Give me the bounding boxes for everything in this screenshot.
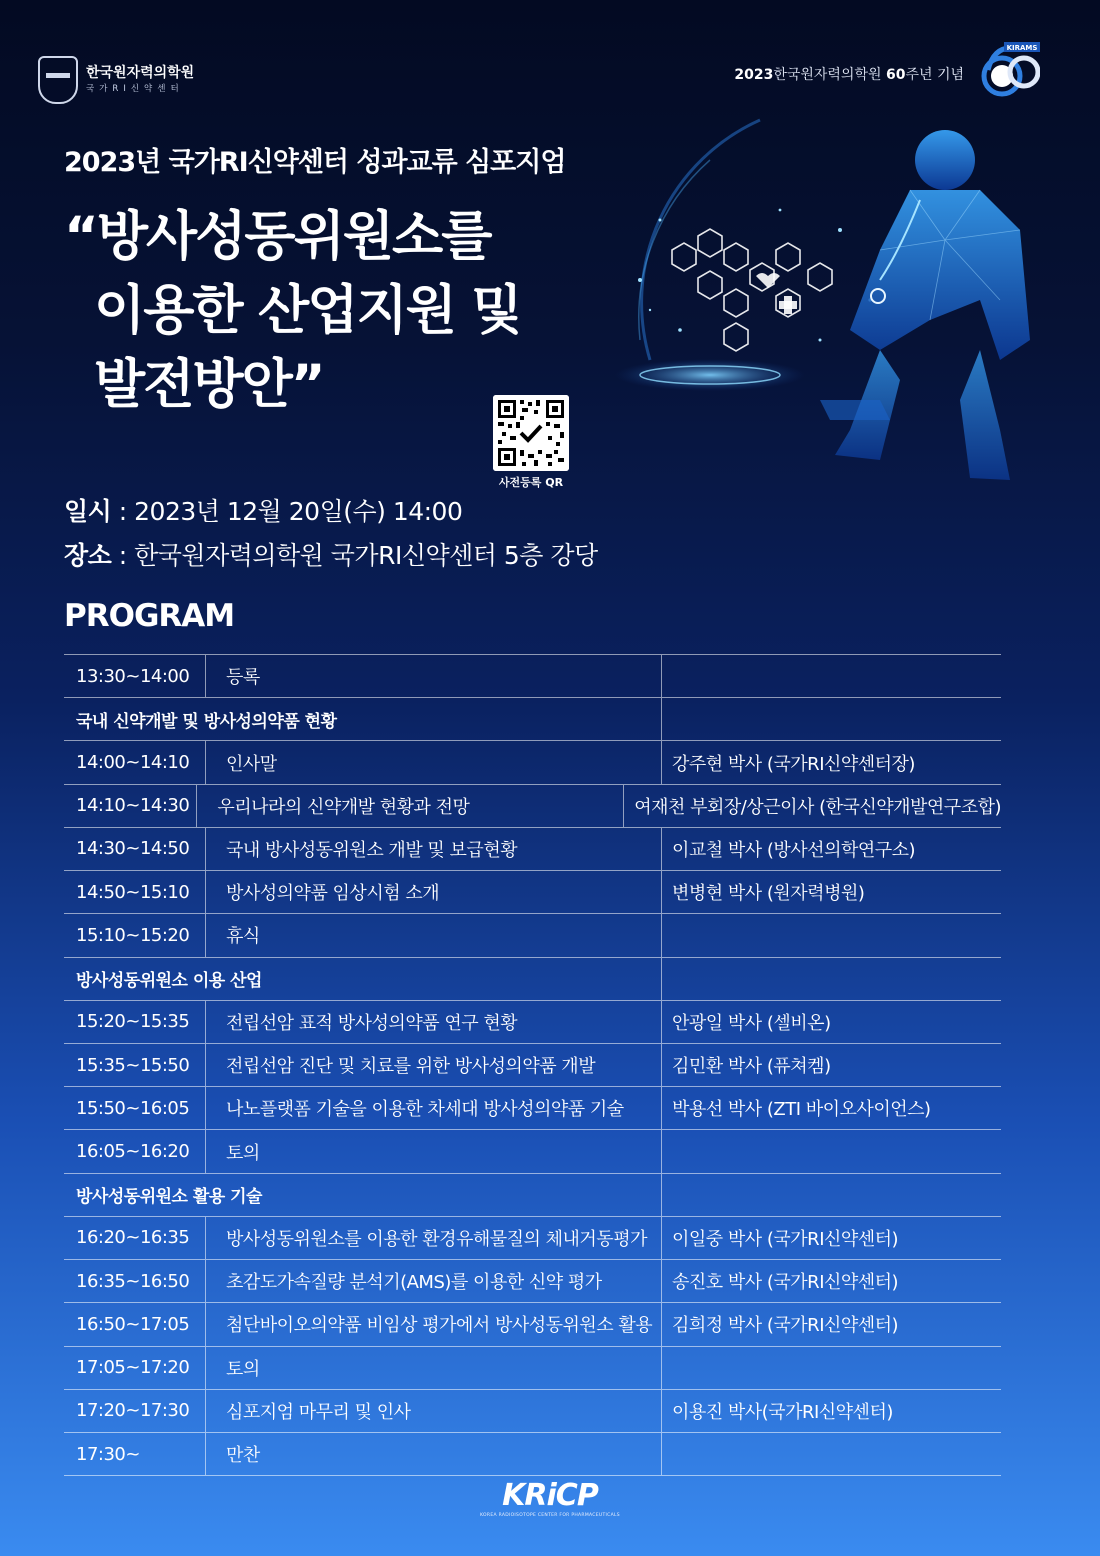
schedule-row	[64, 1432, 1001, 1476]
time-cell: 15:20~15:35	[64, 1001, 206, 1043]
qr-code[interactable]	[493, 395, 569, 471]
speaker-cell: 여재천 부회장/상근이사 (한국신약개발연구조합)	[634, 796, 1001, 818]
schedule-row	[64, 1000, 1001, 1043]
speaker-cell: 강주현 박사 (국가RI신약센터장)	[672, 753, 915, 775]
kirams-emblem-icon	[38, 56, 78, 104]
time-cell: 16:35~16:50	[64, 1260, 206, 1302]
speaker-cell: 이교철 박사 (방사선의학연구소)	[672, 839, 916, 861]
time-cell: 14:00~14:10	[64, 741, 206, 783]
date-label: 일시	[64, 497, 112, 526]
time-cell: 14:50~15:10	[64, 871, 206, 913]
title-cell: 심포지엄 마무리 및 인사	[206, 1390, 662, 1432]
anniversary-year: 2023	[734, 67, 774, 83]
title-cell: 전립선암 표적 방사성의약품 연구 현황	[206, 1001, 662, 1043]
schedule-section-row	[64, 957, 1001, 1000]
time-cell: 16:20~16:35	[64, 1217, 206, 1259]
schedule-table	[64, 654, 1001, 1476]
anniversary-suffix: 주년 기념	[905, 67, 964, 83]
time-cell: 17:05~17:20	[64, 1347, 206, 1389]
title-cell: 만찬	[206, 1433, 662, 1475]
section-title: 방사성동위원소 이용 산업	[64, 958, 662, 1000]
time-cell: 17:30~	[64, 1433, 206, 1475]
schedule-row	[64, 1346, 1001, 1389]
section-empty-cell	[662, 698, 672, 740]
org-sub-name: 국가RI신약센터	[86, 84, 184, 94]
title-cell: 국내 방사성동위원소 개발 및 보급현황	[206, 828, 662, 870]
time-cell: 16:05~16:20	[64, 1130, 206, 1172]
schedule-section-row	[64, 697, 1001, 740]
time-cell: 14:30~14:50	[64, 828, 206, 870]
main-title-line-3: 발전방안”	[94, 354, 324, 415]
title-cell: 전립선암 진단 및 치료를 위한 방사성의약품 개발	[206, 1044, 662, 1086]
title-cell: 등록	[206, 655, 662, 697]
section-empty-cell	[662, 1174, 672, 1216]
org-name-block	[86, 64, 194, 96]
title-cell: 토의	[206, 1130, 662, 1172]
title-cell: 토의	[206, 1347, 662, 1389]
time-cell: 14:10~14:30	[64, 785, 197, 827]
anniversary-text	[734, 64, 964, 84]
date-value: : 2023년 12월 20일(수) 14:00	[111, 497, 463, 526]
schedule-row	[64, 1216, 1001, 1259]
speaker-cell	[662, 914, 672, 956]
place-label: 장소	[64, 541, 112, 570]
anniversary-number: 60	[885, 67, 906, 83]
schedule-row	[64, 1389, 1001, 1432]
speaker-cell	[662, 1347, 672, 1389]
schedule-row	[64, 1259, 1001, 1302]
program-heading: PROGRAM	[64, 598, 235, 634]
schedule-row	[64, 784, 1001, 827]
time-cell: 13:30~14:00	[64, 655, 206, 697]
title-cell: 초감도가속질량 분석기(AMS)를 이용한 신약 평가	[206, 1260, 662, 1302]
place-value: : 한국원자력의학원 국가RI신약센터 5층 강당	[111, 541, 598, 570]
qr-label: 사전등록 QR	[498, 476, 564, 489]
schedule-row	[64, 913, 1001, 956]
speaker-cell	[662, 655, 672, 697]
title-cell: 방사성동위원소를 이용한 환경유해물질의 체내거동평가	[206, 1217, 662, 1259]
main-title-line-2: 이용한 산업지원 및	[94, 280, 521, 341]
section-title: 국내 신약개발 및 방사성의약품 현황	[64, 698, 662, 740]
schedule-row	[64, 870, 1001, 913]
event-date	[64, 492, 462, 528]
schedule-row	[64, 1129, 1001, 1172]
speaker-cell: 변병현 박사 (원자력병원)	[672, 883, 865, 905]
kricp-logo-subtitle: KOREA RADIOISOTOPE CENTER FOR PHARMACEUTICALS	[480, 1513, 620, 1518]
section-title: 방사성동위원소 활용 기술	[64, 1174, 662, 1216]
event-place	[64, 536, 598, 572]
section-empty-cell	[662, 958, 672, 1000]
time-cell: 15:10~15:20	[64, 914, 206, 956]
schedule-row	[64, 740, 1001, 783]
schedule-row	[64, 1086, 1001, 1129]
speaker-cell: 김민환 박사 (퓨쳐켐)	[672, 1056, 831, 1078]
speaker-cell: 이용진 박사(국가RI신약센터)	[672, 1401, 893, 1423]
schedule-section-row	[64, 1173, 1001, 1216]
schedule-row	[64, 1302, 1001, 1345]
anniversary-org: 한국원자력의학원	[773, 67, 886, 83]
speaker-cell: 이일중 박사 (국가RI신약센터)	[672, 1228, 899, 1250]
title-cell: 휴식	[206, 914, 662, 956]
schedule-row	[64, 827, 1001, 870]
event-subtitle: 2023년 국가RI신약센터 성과교류 심포지엄	[64, 147, 566, 178]
speaker-cell: 송진호 박사 (국가RI신약센터)	[672, 1272, 899, 1294]
org-name: 한국원자력의학원	[86, 65, 195, 81]
speaker-cell	[662, 1433, 672, 1475]
speaker-cell: 김희정 박사 (국가RI신약센터)	[672, 1315, 899, 1337]
title-cell: 우리나라의 신약개발 현황과 전망	[197, 785, 624, 827]
anniversary-logo-label: KIRAMS	[1006, 44, 1038, 52]
title-cell: 첨단바이오의약품 비임상 평가에서 방사성동위원소 활용	[206, 1303, 662, 1345]
title-cell: 방사성의약품 임상시험 소개	[206, 871, 662, 913]
schedule-row	[64, 654, 1001, 697]
speaker-cell: 박용선 박사 (ZTI 바이오사이언스)	[672, 1099, 931, 1121]
time-cell: 15:50~16:05	[64, 1087, 206, 1129]
kricp-logo	[470, 1480, 630, 1520]
speaker-cell	[662, 1130, 672, 1172]
schedule-row	[64, 1043, 1001, 1086]
time-cell: 17:20~17:30	[64, 1390, 206, 1432]
main-title	[64, 200, 521, 422]
kricp-logo-word: KRiCP	[502, 1478, 598, 1513]
time-cell: 16:50~17:05	[64, 1303, 206, 1345]
title-cell: 나노플랫폼 기술을 이용한 차세대 방사성의약품 기술	[206, 1087, 662, 1129]
time-cell: 15:35~15:50	[64, 1044, 206, 1086]
title-cell: 인사말	[206, 741, 662, 783]
speaker-cell: 안광일 박사 (셀비온)	[672, 1012, 831, 1034]
doctor-illustration	[580, 100, 1100, 500]
main-title-line-1: “방사성동위원소를	[64, 206, 491, 267]
org-logo	[38, 56, 194, 104]
anniversary-60-logo	[980, 42, 1040, 98]
